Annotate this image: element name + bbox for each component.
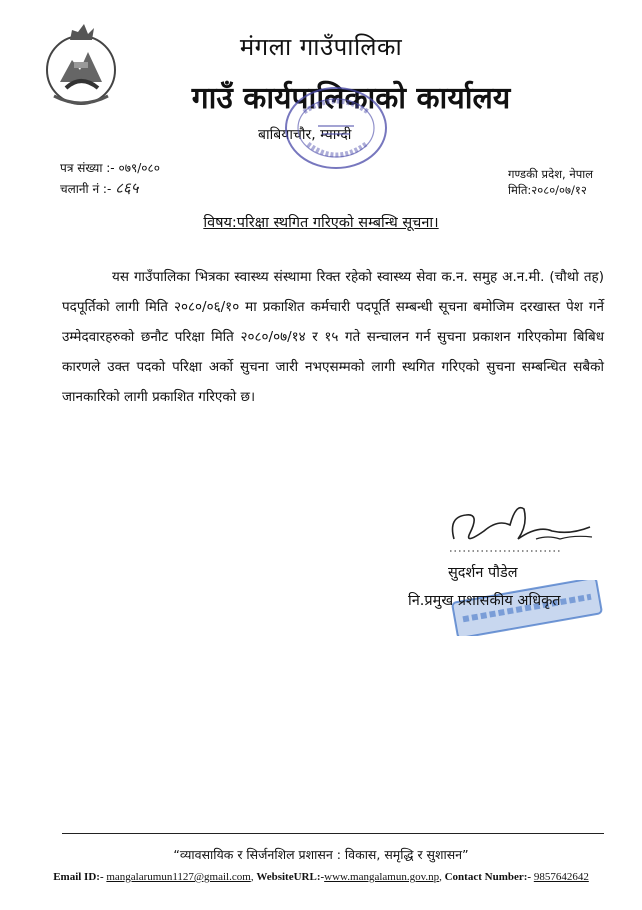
signatory-name: सुदर्शन पौडेल xyxy=(448,565,518,581)
footer-divider xyxy=(62,833,604,834)
dispatch-number xyxy=(60,178,160,199)
letter-number-label: पत्र संख्या :- xyxy=(60,161,115,175)
municipality-name: मंगला गाउँपालिका xyxy=(239,33,403,61)
contact-number[interactable]: 9857642642 xyxy=(533,871,589,883)
office-seal-stamp xyxy=(268,82,398,178)
footer-contact: Email ID:- mangalarumun1127@gmail.com, WebsiteURL:-www.mangalamun.gov.np, Contact Number:- 9857642642 xyxy=(53,871,589,883)
dispatch-number-value: ८६५ xyxy=(115,179,139,197)
reference-block xyxy=(60,158,160,199)
contact-label: Contact Number:- xyxy=(444,871,532,883)
email-link[interactable]: mangalarumun1127@gmail.com xyxy=(106,871,251,883)
letter-number xyxy=(60,158,160,178)
notice-body: यस गाउँपालिका भित्रका स्वास्थ्य संस्थामा रिक्त रहेको स्वास्थ्य सेवा क.न. समुह अ.न.मी. (चौथो तह) पदपूर्तिको लागी मिति २०८०/०६/१० मा प्रकाशित कर्मचारी पदपूर्ति सम्बन्धी सूचना बमोजिम दरखास्त पेश गर्ने उम्मेदवारहरुको छनौट परिक्षा मिति २०८०/०७/१४ र १५ गते सन्चालन गर्न सुचना प्रकाशन गरिएकोमा बिबिध कारणले उक्त पदको परिक्षा अर्को सुचना जारी नभएसम्मको लागी स्थगित गरिएको सुचना सम्बन्धित सबैको जानकारिको लागी प्रकाशित गरिएको छ। xyxy=(62,269,604,405)
letter-date: मिति:२०८०/०७/१२ xyxy=(508,183,587,197)
office-address: बाबियाचौर, म्याग्दी xyxy=(258,127,352,143)
website-link[interactable]: www.mangalamun.gov.np xyxy=(324,871,440,883)
province-text: गण्डकी प्रदेश, नेपाल xyxy=(508,167,594,181)
location-date-block xyxy=(508,166,593,198)
footer-slogan: “व्यावसायिक र सिर्जनशिल प्रशासन : विकास, समृद्धि र सुशासन” xyxy=(173,847,469,862)
office-title: गाउँ कार्यपालिकाको कार्यालय xyxy=(191,81,511,116)
letter-number-value: ०७९/०८० xyxy=(118,161,160,175)
subject-line: विषय:परिक्षा स्थगित गरिएको सम्बन्धि सूचना। xyxy=(203,215,439,231)
website-label: WebsiteURL:- xyxy=(256,871,325,883)
handwritten-signature xyxy=(440,495,610,555)
dispatch-number-label: चलानी नं :- xyxy=(60,182,112,196)
email-label: Email ID:- xyxy=(53,871,104,883)
signatory-title: नि.प्रमुख प्रशासकीय अधिकृत xyxy=(408,593,561,609)
